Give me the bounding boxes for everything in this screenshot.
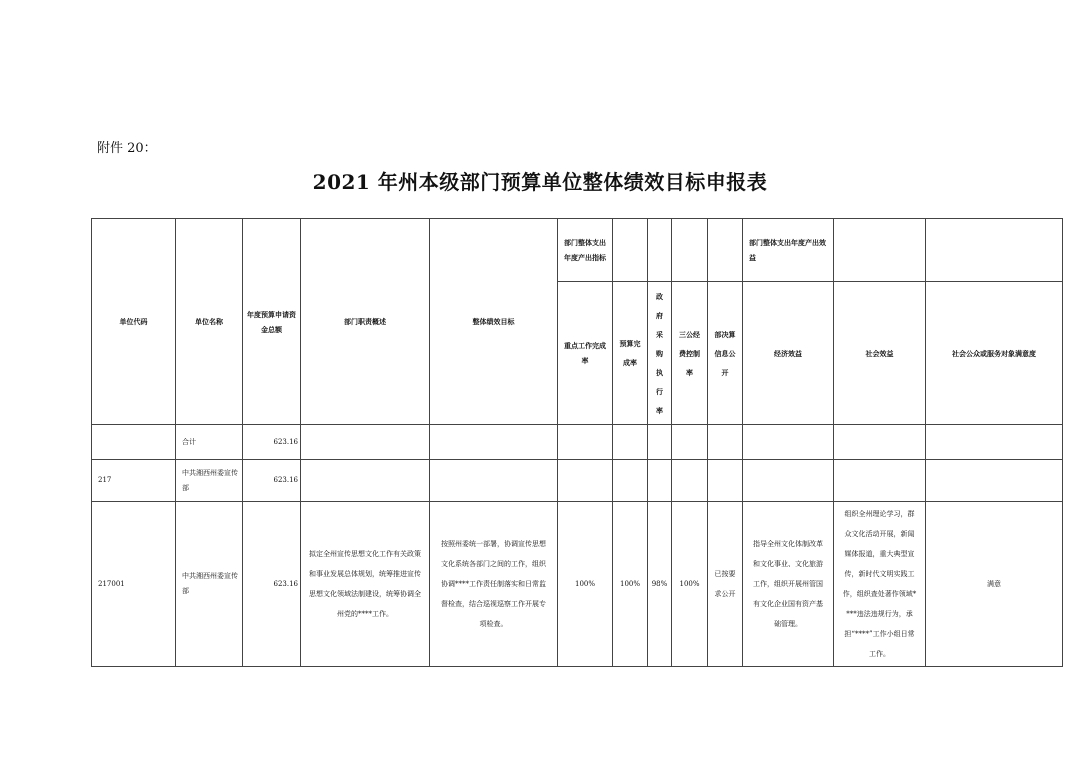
empty-cell [648,219,672,282]
empty-cell [708,219,743,282]
header-social: 社会效益 [834,282,926,425]
cell-code [92,425,176,460]
empty-cell [834,460,926,502]
empty-cell [301,460,430,502]
table-row [92,502,1063,667]
empty-cell [708,460,743,502]
empty-cell [558,460,613,502]
header-economic: 经济效益 [743,282,834,425]
cell-satisfaction: 满意 [926,502,1063,667]
table-row [92,425,1063,460]
cell-name: 中共湘西州委宣传部 [176,502,243,667]
header-gov-procurement: 政府采购执行率 [648,282,672,425]
header-dept-duty: 部门职责概述 [301,219,430,425]
cell-budget-completion: 100% [613,502,648,667]
empty-cell [672,219,708,282]
header-overall-goal: 整体绩效目标 [430,219,558,425]
empty-cell [926,460,1063,502]
cell-social: 组织全州理论学习，群众文化活动开展，新闻媒体报道，重大典型宣传，新时代文明实践工作，组织查处著作领域****违法违规行为，承担“****”工作小组日常工作。 [834,502,926,667]
cell-amount: 623.16 [243,425,301,460]
empty-cell [613,425,648,460]
header-budget-completion: 预算完成率 [613,282,648,425]
cell-code: 217001 [92,502,176,667]
cell-gov-procurement: 98% [648,502,672,667]
cell-amount: 623.16 [243,502,301,667]
cell-name: 中共湘西州委宣传部 [176,460,243,502]
header-satisfaction: 社会公众或服务对象满意度 [926,282,1063,425]
header-final-account: 部决算信息公开 [708,282,743,425]
header-unit-code: 单位代码 [92,219,176,425]
attachment-label: 附件 20： [97,141,157,156]
header-output-group: 部门整体支出年度产出指标 [558,219,613,282]
cell-final-account: 已按要求公开 [708,502,743,667]
empty-cell [613,460,648,502]
page-title: 2021 年州本级部门预算单位整体绩效目标申报表 [312,170,768,194]
cell-three-public: 100% [672,502,708,667]
cell-key-work: 100% [558,502,613,667]
header-annual-budget: 年度预算申请资金总额 [243,219,301,425]
empty-cell [926,425,1063,460]
empty-cell [301,425,430,460]
cell-economic: 指导全州文化体制改革和文化事业、文化旅游工作，组织开展州管国有文化企业国有资产基础管理。 [743,502,834,667]
header-key-work: 重点工作完成率 [558,282,613,425]
empty-cell [558,425,613,460]
empty-cell [672,425,708,460]
cell-goal: 按照州委统一部署，协调宣传思想文化系统各部门之间的工作，组织协调****工作责任制落实和日常监督检查，结合巡视巡察工作开展专项检查。 [430,502,558,667]
empty-cell [430,425,558,460]
header-benefit-group: 部门整体支出年度产出效益 [743,219,834,282]
empty-cell [648,425,672,460]
header-three-public: 三公经费控制率 [672,282,708,425]
cell-code: 217 [92,460,176,502]
cell-name: 合计 [176,425,243,460]
empty-cell [743,425,834,460]
empty-cell [926,219,1063,282]
performance-table [91,218,1063,667]
table-row [92,460,1063,502]
empty-cell [613,219,648,282]
empty-cell [672,460,708,502]
empty-cell [743,460,834,502]
empty-cell [648,460,672,502]
empty-cell [430,460,558,502]
cell-duty: 拟定全州宣传思想文化工作有关政策和事业发展总体规划，统筹推进宣传思想文化领域法制建设，统筹协调全州党的****工作。 [301,502,430,667]
empty-cell [708,425,743,460]
empty-cell [834,425,926,460]
empty-cell [834,219,926,282]
cell-amount: 623.16 [243,460,301,502]
header-unit-name: 单位名称 [176,219,243,425]
